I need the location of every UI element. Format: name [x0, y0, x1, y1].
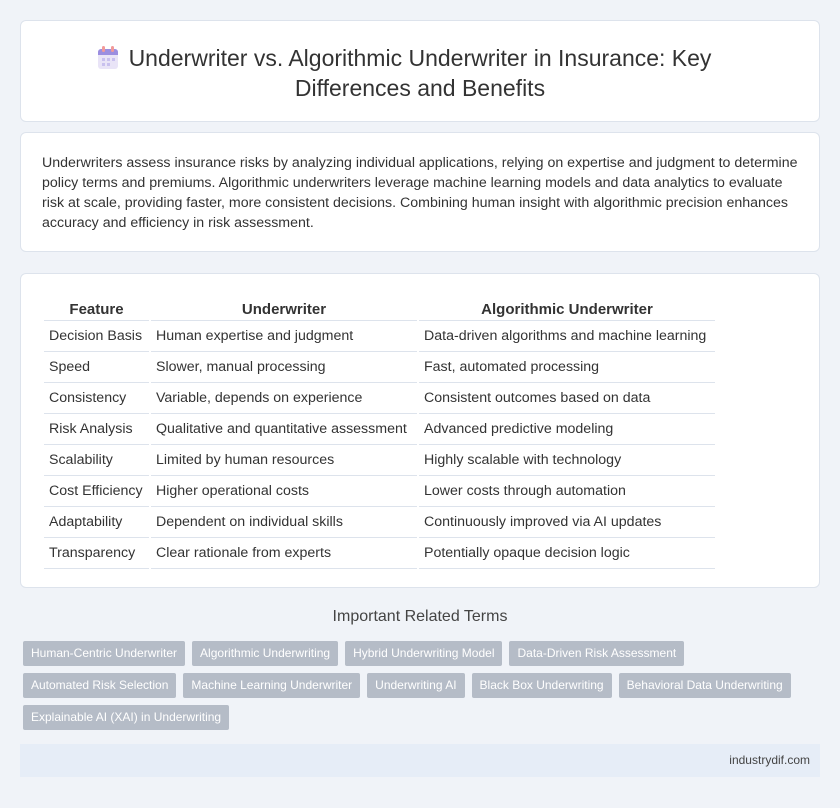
- feature-cell: Transparency: [44, 538, 149, 569]
- table-row: [44, 321, 715, 352]
- footer: [20, 744, 820, 777]
- term-tag[interactable]: Behavioral Data Underwriting: [619, 673, 791, 698]
- header-algorithmic-underwriter: Algorithmic Underwriter: [419, 294, 715, 321]
- feature-cell: Adaptability: [44, 507, 149, 538]
- algorithmic-cell: Advanced predictive modeling: [419, 414, 715, 445]
- term-tag[interactable]: Hybrid Underwriting Model: [345, 641, 502, 666]
- term-tag[interactable]: Explainable AI (XAI) in Underwriting: [23, 705, 229, 730]
- table-row: [44, 445, 715, 476]
- term-tag[interactable]: Human-Centric Underwriter: [23, 641, 185, 666]
- header-underwriter: Underwriter: [151, 294, 417, 321]
- feature-cell: Consistency: [44, 383, 149, 414]
- term-tag[interactable]: Automated Risk Selection: [23, 673, 176, 698]
- related-terms-heading: Important Related Terms: [332, 608, 508, 625]
- underwriter-cell: Qualitative and quantitative assessment: [151, 414, 417, 445]
- table-header-row: [44, 294, 715, 321]
- term-tag[interactable]: Data-Driven Risk Assessment: [509, 641, 684, 666]
- table-row: [44, 538, 715, 569]
- algorithmic-cell: Highly scalable with technology: [419, 445, 715, 476]
- algorithmic-cell: Potentially opaque decision logic: [419, 538, 715, 569]
- table-row: [44, 507, 715, 538]
- term-tag[interactable]: Machine Learning Underwriter: [183, 673, 360, 698]
- underwriter-cell: Higher operational costs: [151, 476, 417, 507]
- feature-cell: Cost Efficiency: [44, 476, 149, 507]
- algorithmic-cell: Lower costs through automation: [419, 476, 715, 507]
- feature-cell: Risk Analysis: [44, 414, 149, 445]
- header-card: [20, 20, 820, 122]
- intro-card: [20, 132, 820, 252]
- feature-cell: Decision Basis: [44, 321, 149, 352]
- term-tag[interactable]: Algorithmic Underwriting: [192, 641, 338, 666]
- table-row: [44, 414, 715, 445]
- page-title: Underwriter vs. Algorithmic Underwriter in Insurance: Key Differences and Benefits: [128, 45, 712, 101]
- footer-site-link[interactable]: industrydif.com: [729, 753, 810, 767]
- table-row: [44, 352, 715, 383]
- table-row: [44, 383, 715, 414]
- comparison-table: [42, 294, 717, 569]
- underwriter-cell: Clear rationale from experts: [151, 538, 417, 569]
- underwriter-cell: Limited by human resources: [151, 445, 417, 476]
- algorithmic-cell: Fast, automated processing: [419, 352, 715, 383]
- underwriter-cell: Variable, depends on experience: [151, 383, 417, 414]
- algorithmic-cell: Data-driven algorithms and machine learning: [419, 321, 715, 352]
- term-tag[interactable]: Underwriting AI: [367, 673, 464, 698]
- underwriter-cell: Dependent on individual skills: [151, 507, 417, 538]
- feature-cell: Scalability: [44, 445, 149, 476]
- comparison-card: [20, 273, 820, 588]
- algorithmic-cell: Consistent outcomes based on data: [419, 383, 715, 414]
- intro-paragraph: Underwriters assess insurance risks by analyzing individual applications, relying on expertise and judgment to determine policy terms and premiums. Algorithmic underwriters leverage machine learning models and data analytics to evaluate risk at scale, providing faster, more consistent decisions. Combining human insight with algorithmic precision enhances accuracy and efficiency in risk assessment.: [42, 155, 798, 231]
- header-feature: Feature: [44, 294, 149, 321]
- underwriter-cell: Human expertise and judgment: [151, 321, 417, 352]
- feature-cell: Speed: [44, 352, 149, 383]
- related-terms-list: [23, 641, 803, 737]
- algorithmic-cell: Continuously improved via AI updates: [419, 507, 715, 538]
- term-tag[interactable]: Black Box Underwriting: [472, 673, 612, 698]
- underwriter-cell: Slower, manual processing: [151, 352, 417, 383]
- table-row: [44, 476, 715, 507]
